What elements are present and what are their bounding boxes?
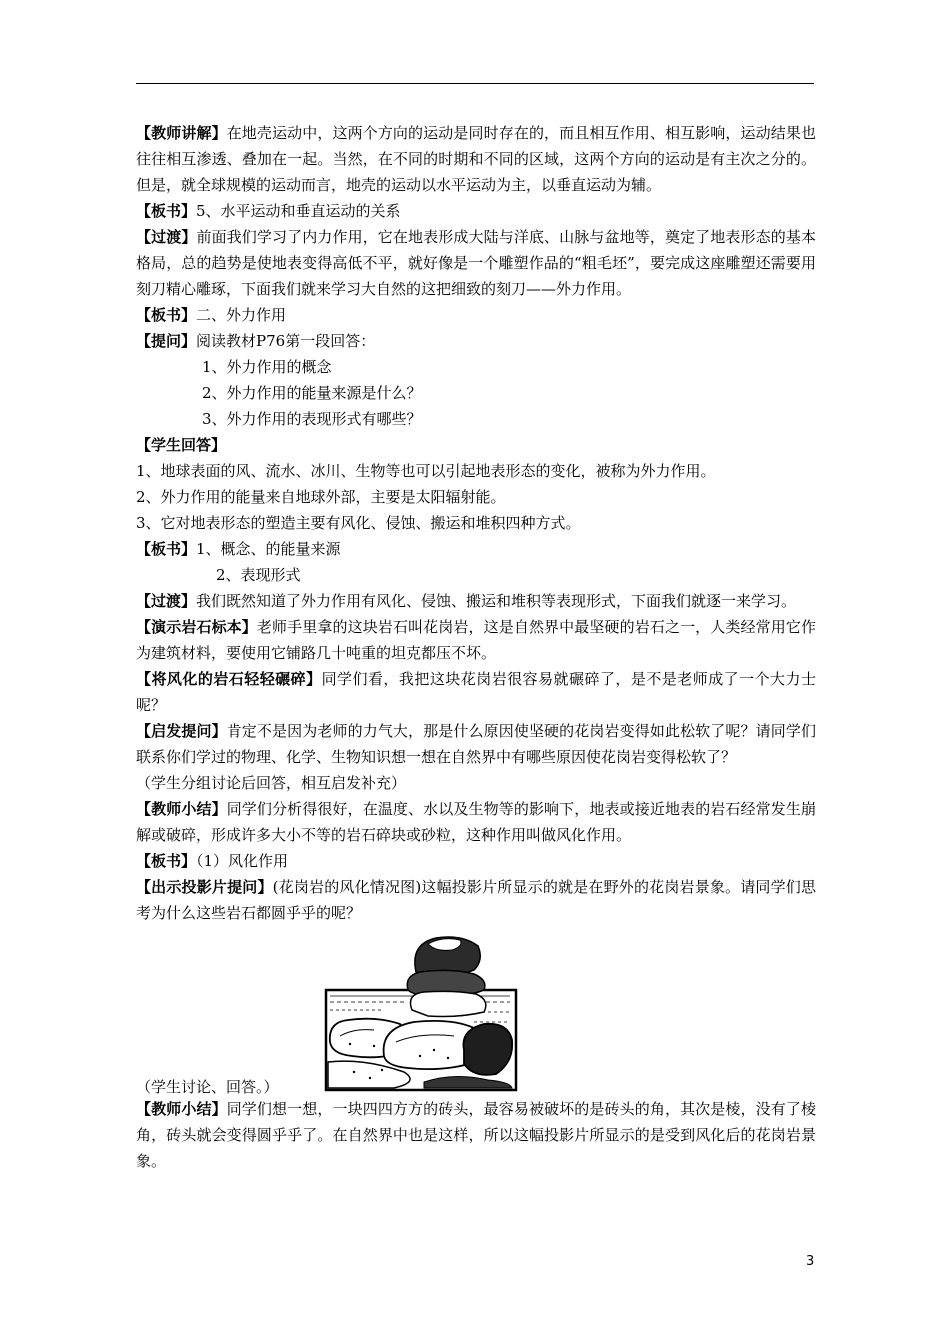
- paragraph-tag: 【启发提问】: [136, 722, 227, 740]
- paragraph: [136, 796, 816, 848]
- figure-row: [136, 926, 816, 1096]
- paragraph-text: 前面我们学习了内力作用，它在地表形成大陆与洋底、山脉与盆地等，奠定了地表形态的基本格局，总的趋势是使地表变得高低不平，就好像是一个雕塑作品的“粗毛坯”，要完成这座雕塑还需要用刻刀精心雕琢，下面我们就来学习大自然的这把细致的刻刀——外力作用。: [136, 228, 816, 298]
- paragraph: [136, 302, 816, 328]
- board-line: 2、表现形式: [216, 566, 301, 584]
- paragraph: [136, 1096, 816, 1174]
- paragraph: [136, 120, 816, 198]
- paragraph-text: 同学们看，我把这块花岗岩很容易就碾碎了，是不是老师成了一个大力士呢？: [136, 670, 816, 714]
- paragraph-tag: 【板书】: [136, 852, 197, 870]
- paragraph-tag: 【板书】: [136, 306, 197, 324]
- paragraph: [136, 718, 816, 770]
- board-line: 1、概念、的能量来源: [196, 540, 341, 558]
- paragraph-tag: 【过渡】: [136, 228, 197, 246]
- paragraph-tag: 【教师小结】: [136, 1100, 227, 1118]
- paragraph-text: （学生分组讨论后回答，相互启发补充）: [136, 774, 407, 792]
- paragraph: [136, 666, 816, 718]
- paragraph: [136, 328, 816, 354]
- header-rule: [136, 83, 814, 84]
- paragraph-tag: 【将风化的岩石轻轻碾碎】: [136, 670, 322, 688]
- paragraph-text: 老师手里拿的这块岩石叫花岗岩，这是自然界中最坚硬的岩石之一，人类经常用它作为建筑材料，要使用它铺路几十吨重的坦克都压不坏。: [136, 618, 816, 662]
- question-item: 3、外力作用的表现形式有哪些？: [202, 410, 422, 428]
- paragraph-tag: 【演示岩石标本】: [136, 618, 257, 636]
- paragraph-text: (花岗岩的风化情况图)这幅投影片所显示的就是在野外的花岗岩景象。请同学们思考为什么这些岩石都圆乎乎的呢？: [136, 878, 816, 922]
- paragraph-text: 同学们分析得很好，在温度、水以及生物等的影响下，地表或接近地表的岩石经常发生崩解或破碎，形成许多大小不等的岩石碎块或砂粒，这种作用叫做风化作用。: [136, 800, 816, 844]
- paragraph: [136, 874, 816, 926]
- paragraph-text: 二、外力作用: [196, 306, 287, 324]
- paragraph-tag: 【提问】: [136, 332, 197, 350]
- answer-item: 1、地球表面的风、流水、冰川、生物等也可以引起地表形态的变化，被称为外力作用。: [136, 462, 716, 480]
- paragraph: [136, 614, 816, 666]
- paragraph-tag: 【学生回答】: [136, 436, 227, 454]
- paragraph: [136, 198, 816, 224]
- answer-item: 2、外力作用的能量来自地球外部，主要是太阳辐射能。: [136, 488, 506, 506]
- paragraph-tag: 【板书】: [136, 202, 197, 220]
- paragraph-text: 5、水平运动和垂直运动的关系: [196, 202, 401, 220]
- paragraph-text: 阅读教材P76第一段回答：: [196, 332, 376, 350]
- paragraph-text: 肯定不是因为老师的力气大，那是什么原因使坚硬的花岗岩变得如此松软了呢？请同学们联系你们学过的物理、化学、生物知识想一想在自然界中有哪些原因使花岗岩变得松软了？: [136, 722, 816, 766]
- paragraph-tag: 【板书】: [136, 540, 197, 558]
- paragraph-tag: 【教师小结】: [136, 800, 227, 818]
- paragraph-tag: 【教师讲解】: [136, 124, 227, 142]
- answer-item: 3、它对地表形态的塑造主要有风化、侵蚀、搬运和堆积四种方式。: [136, 514, 581, 532]
- paragraph: [136, 224, 816, 302]
- paragraph: [136, 770, 816, 796]
- paragraph-text: 在地壳运动中，这两个方向的运动是同时存在的，而且相互作用、相互影响，运动结果也往往相互渗透、叠加在一起。当然，在不同的时期和不同的区域，这两个方向的运动是有主次之分的。但是，就全球规模的运动而言，地壳的运动以水平运动为主，以垂直运动为辅。: [136, 124, 816, 194]
- question-item: 2、外力作用的能量来源是什么？: [202, 384, 422, 402]
- question-item: 1、外力作用的概念: [202, 358, 332, 376]
- granite-weathering-illustration: [324, 932, 598, 1092]
- paragraph: [136, 848, 816, 874]
- figure-caption: （学生讨论、回答。）: [136, 1078, 279, 1096]
- paragraph-text: （1）风化作用: [196, 852, 289, 870]
- paragraph-text: 同学们想一想，一块四四方方的砖头，最容易被破坏的是砖头的角，其次是棱，没有了棱角，砖头就会变得圆乎乎了。在自然界中也是这样，所以这幅投影片所显示的是受到风化后的花岗岩景象。: [136, 1100, 816, 1170]
- paragraph: [136, 588, 816, 614]
- paragraph-tag: 【过渡】: [136, 592, 197, 610]
- page-number: 3: [806, 1254, 815, 1269]
- answer-heading: [136, 432, 816, 458]
- paragraph-tag: 【出示投影片提问】: [136, 878, 273, 896]
- board-note: [136, 536, 816, 562]
- document-body: [136, 120, 816, 1174]
- paragraph-text: 我们既然知道了外力作用有风化、侵蚀、搬运和堆积等表现形式，下面我们就逐一来学习。: [196, 592, 797, 610]
